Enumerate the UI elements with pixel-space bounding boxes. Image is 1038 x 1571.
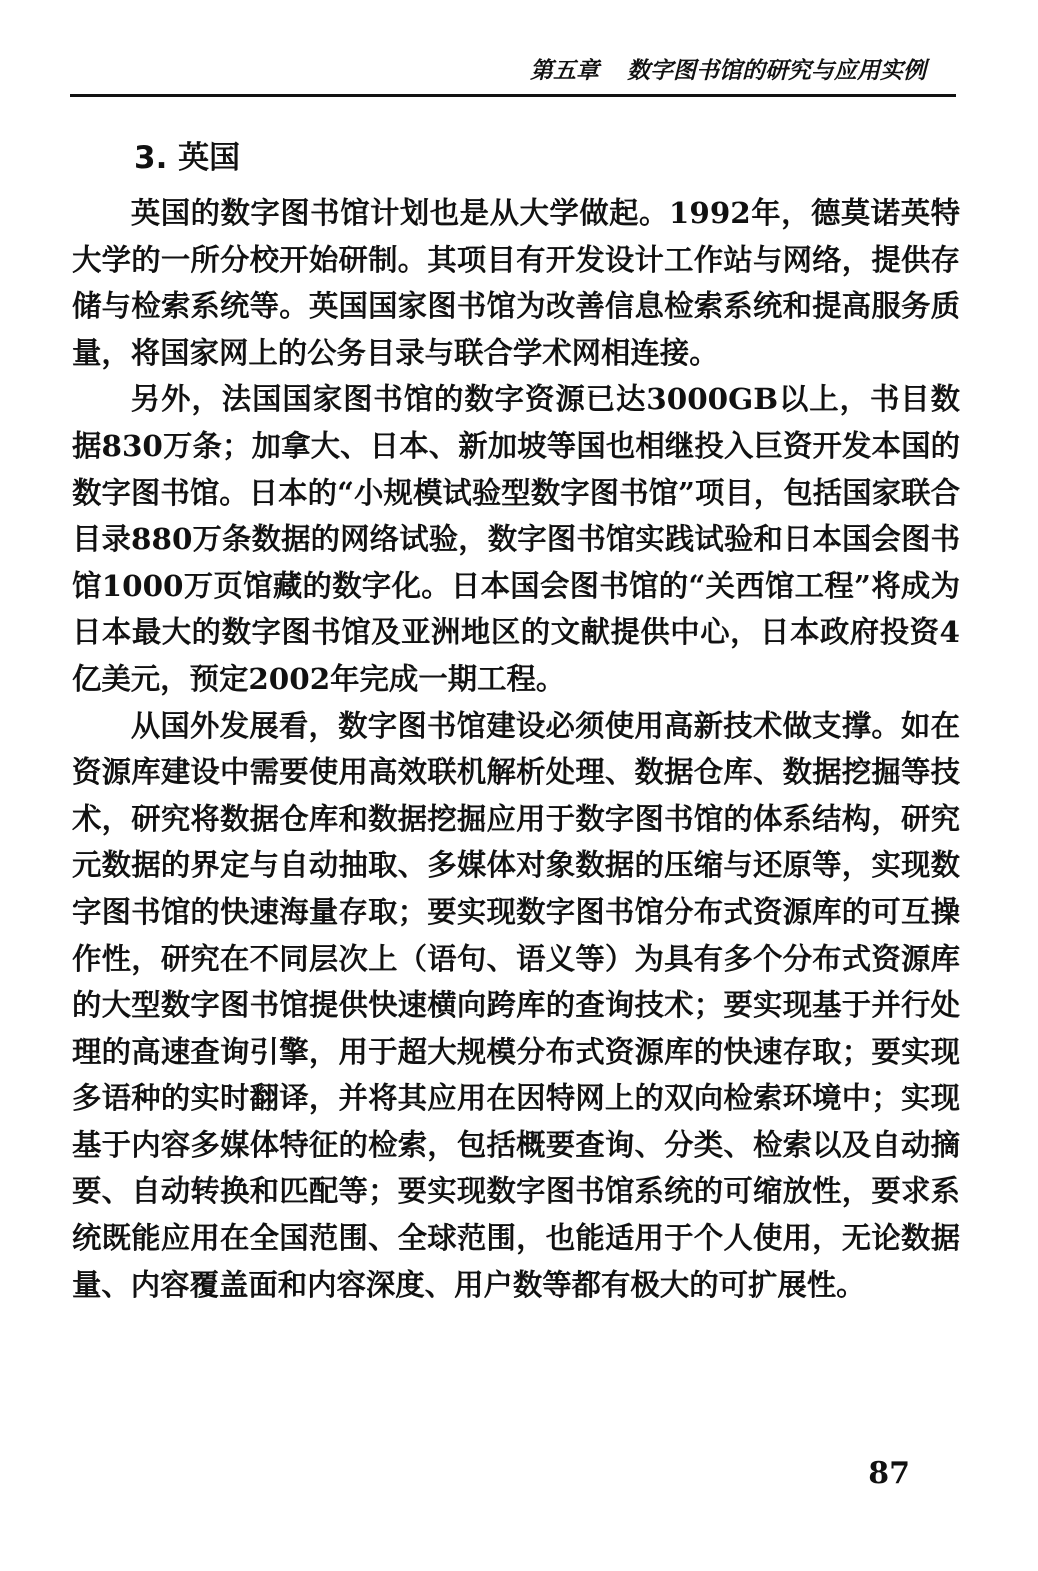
body-text [72, 190, 960, 1308]
paragraph-other-countries: 另外，法国国家图书馆的数字资源已达3000GB以上，书目数据830万条；加拿大、日本、新加坡等国也相继投入巨资开发本国的数字图书馆。日本的“小规模试验型数字图书馆”项目，包括国家联合目录880万条数据的网络试验，数字图书馆实践试验和日本国会图书馆1000万页馆藏的数字化。日本国会图书馆的“关西馆工程”将成为日本最大的数字图书馆及亚洲地区的文献提供中心，日本政府投资4亿美元，预定2002年完成一期工程。 [72, 381, 960, 696]
page-number: 87 [868, 1456, 910, 1491]
paragraph-uk: 英国的数字图书馆计划也是从大学做起。1992年，德莫诺英特大学的一所分校开始研制。其项目有开发设计工作站与网络，提供存储与检索系统等。英国国家图书馆为改善信息检索系统和提高服务质量，将国家网上的公务目录与联合学术网相连接。 [72, 195, 960, 370]
paragraph-technology: 从国外发展看，数字图书馆建设必须使用高新技术做支撑。如在资源库建设中需要使用高效联机解析处理、数据仓库、数据挖掘等技术，研究将数据仓库和数据挖掘应用于数字图书馆的体系结构，研究元数据的界定与自动抽取、多媒体对象数据的压缩与还原等，实现数字图书馆的快速海量存取；要实现数字图书馆分布式资源库的可互操作性，研究在不同层次上（语句、语义等）为具有多个分布式资源库的大型数字图书馆提供快速横向跨库的查询技术；要实现基于并行处理的高速查询引擎，用于超大规模分布式资源库的快速存取；要实现多语种的实时翻译，并将其应用在因特网上的双向检索环境中；实现基于内容多媒体特征的检索，包括概要查询、分类、检索以及自动摘要、自动转换和匹配等；要实现数字图书馆系统的可缩放性，要求系统既能应用在全国范围、全球范围，也能适用于个人使用，无论数据量、内容覆盖面和内容深度、用户数等都有极大的可扩展性。 [72, 707, 960, 1302]
chapter-number: 第五章 [530, 58, 599, 84]
chapter-title: 数字图书馆的研究与应用实例 [627, 58, 926, 84]
section-heading: 3. 英国 [134, 140, 241, 176]
header-rule [70, 94, 956, 97]
running-head [530, 52, 926, 85]
